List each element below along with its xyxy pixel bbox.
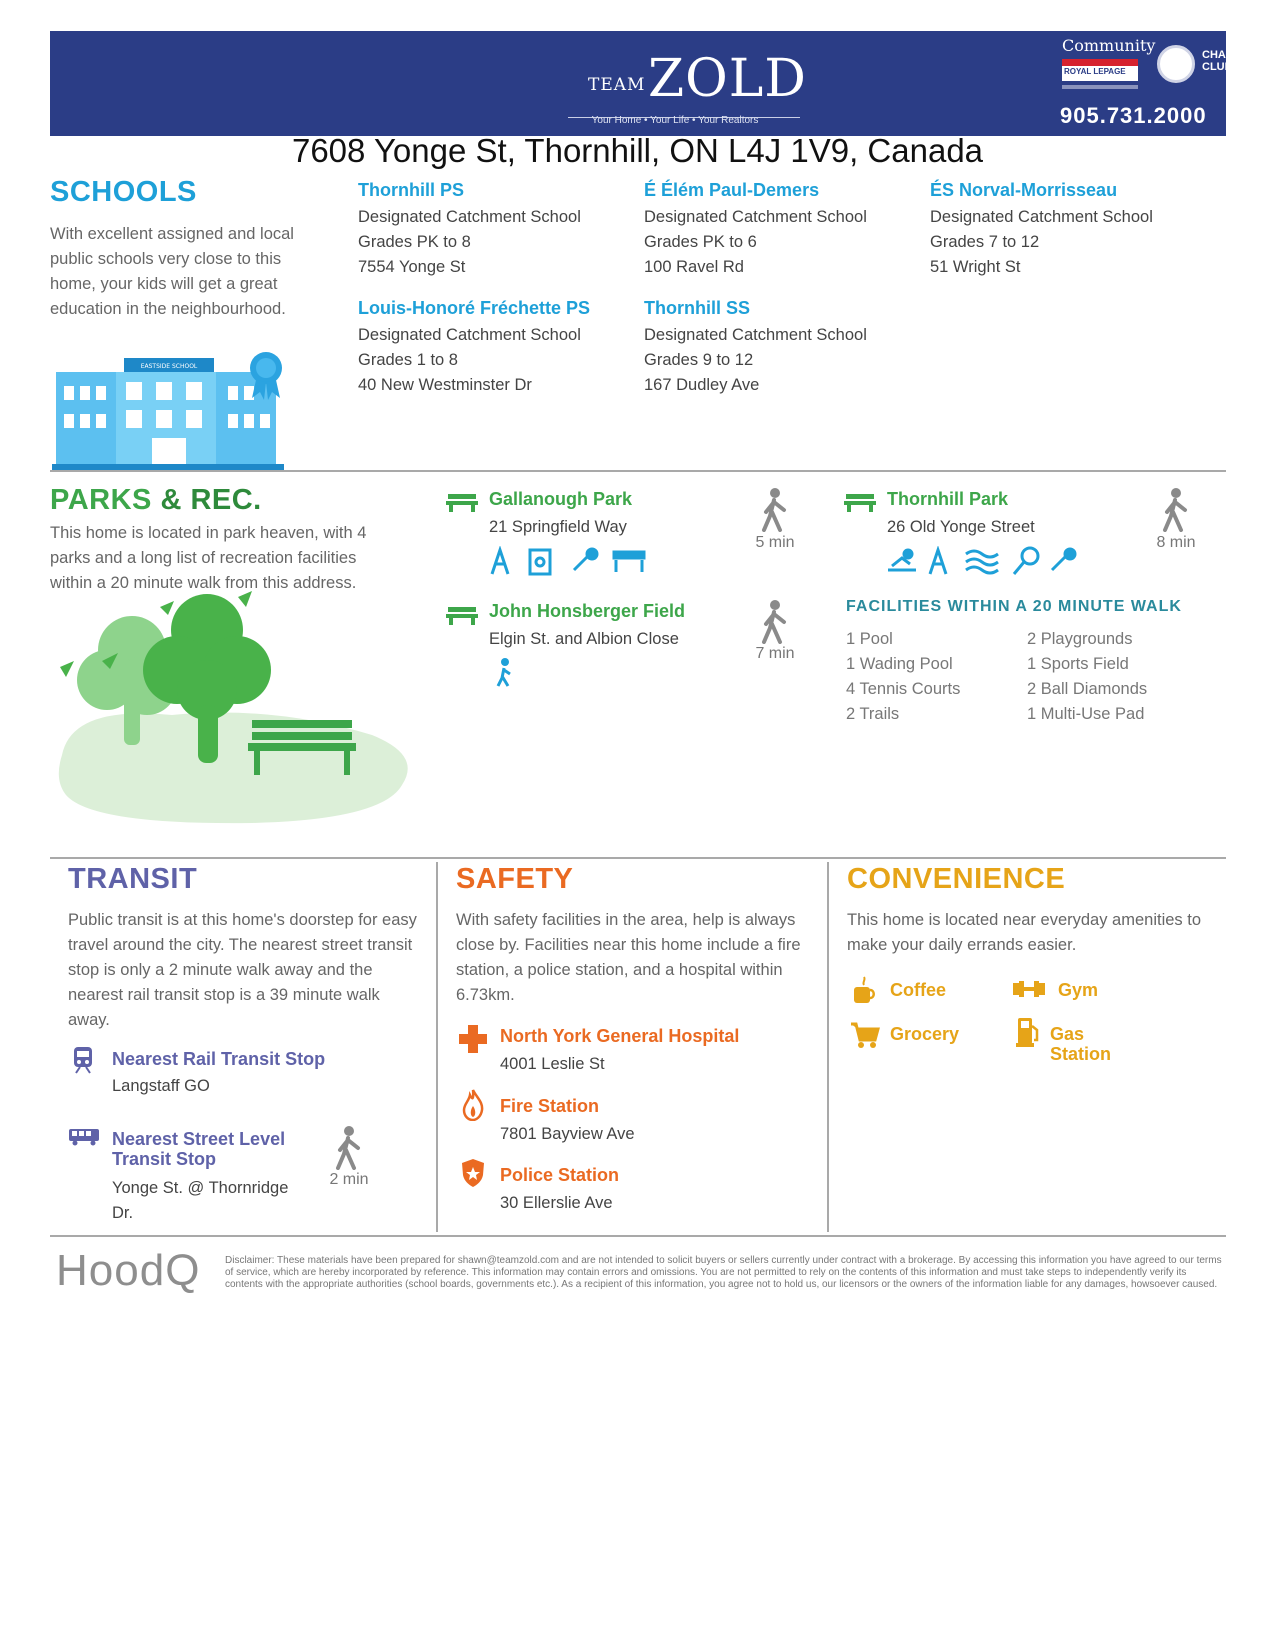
park-name[interactable]: Gallanough Park bbox=[489, 489, 633, 509]
community-logo: Community bbox=[1062, 36, 1156, 55]
school-name[interactable]: É Élém Paul-Demers bbox=[644, 180, 820, 200]
school-grades: Grades PK to 8 bbox=[358, 233, 471, 251]
school-name[interactable]: Thornhill PS bbox=[358, 180, 464, 200]
walking-person-icon bbox=[334, 1126, 364, 1170]
chairmans-club-seal-icon bbox=[1157, 45, 1195, 83]
school-address: 51 Wright St bbox=[930, 258, 1021, 276]
facility-item: 1 Wading Pool bbox=[846, 655, 953, 673]
walking-person-icon bbox=[760, 488, 790, 532]
school-type: Designated Catchment School bbox=[644, 326, 867, 344]
safety-item-address: 4001 Leslie St bbox=[500, 1055, 605, 1073]
flame-icon bbox=[462, 1089, 484, 1121]
hospital-cross-icon bbox=[458, 1024, 488, 1054]
hoodq-logo: HoodQ bbox=[56, 1246, 201, 1295]
convenience-title: CONVENIENCE bbox=[847, 863, 1066, 895]
park-bench-icon bbox=[446, 605, 478, 625]
divider-schools bbox=[50, 470, 1226, 472]
safety-item-address: 30 Ellerslie Ave bbox=[500, 1194, 613, 1212]
safety-description: With safety facilities in the area, help is always close by. Facilities near this home include a fire station, a police station, and a hospital within 6.73km. bbox=[456, 911, 801, 1004]
school-type: Designated Catchment School bbox=[644, 208, 867, 226]
facility-item: 2 Playgrounds bbox=[1027, 630, 1133, 648]
facility-item: 1 Multi-Use Pad bbox=[1027, 705, 1145, 723]
school-type: Designated Catchment School bbox=[358, 326, 581, 344]
parks-description: This home is located in park heaven, with 4 parks and a long list of recreation facilities within a 20 minute walk from this address. bbox=[50, 524, 367, 592]
divider-footer bbox=[50, 1235, 1226, 1237]
park-facility-icons bbox=[886, 546, 1096, 576]
team-zold-logo bbox=[540, 45, 810, 125]
school-address: 100 Ravel Rd bbox=[644, 258, 744, 276]
school-sign-text: EASTSIDE SCHOOL bbox=[140, 363, 198, 370]
school-grades: Grades 9 to 12 bbox=[644, 351, 754, 369]
facility-item: 4 Tennis Courts bbox=[846, 680, 961, 698]
street-transit-value: Yonge St. @ Thornridge Dr. bbox=[112, 1179, 289, 1222]
amenity-gas-station[interactable]: Gas Station bbox=[1050, 1024, 1111, 1064]
facility-item: 2 Ball Diamonds bbox=[1027, 680, 1148, 698]
grocery-cart-icon bbox=[850, 1021, 880, 1049]
walking-person-icon bbox=[1161, 488, 1191, 532]
safety-item-name[interactable]: Police Station bbox=[500, 1165, 620, 1185]
royal-lepage-subbar bbox=[1062, 85, 1138, 89]
school-name[interactable]: Louis-Honoré Fréchette PS bbox=[358, 298, 591, 318]
park-walk-time: 5 min bbox=[755, 534, 795, 551]
amenity-gym[interactable]: Gym bbox=[1058, 980, 1099, 1000]
divider-parks bbox=[50, 857, 1226, 859]
disclaimer-text: Disclaimer: These materials have been prepared for shawn@teamzold.com and are not intended to solicit buyers or sellers currently under contract with a brokerage. By accessing this information you have agreed to our terms of service, which are hereby incorporated by reference. This information may contain errors and omissions. You are not permitted to rely on the contents of this information and must take steps to independently verify its contents with the appropriate authorities (school boards, governments etc.). As a recipient of this information, you agree not to hold us, our licensors or the owners of the information liable for any damages, howsoever caused. bbox=[225, 1255, 1222, 1290]
police-badge-icon bbox=[461, 1158, 485, 1188]
facility-item: 1 Sports Field bbox=[1027, 655, 1129, 673]
gym-dumbbell-icon bbox=[1012, 980, 1046, 998]
park-illustration bbox=[52, 585, 412, 825]
schools-description: With excellent assigned and local public schools very close to this home, your kids will get a great education in the neighbourhood. bbox=[50, 225, 294, 318]
facility-item: 2 Trails bbox=[846, 705, 900, 723]
park-address: 26 Old Yonge Street bbox=[887, 518, 1035, 536]
train-icon bbox=[72, 1045, 94, 1075]
school-address: 40 New Westminster Dr bbox=[358, 376, 532, 394]
convenience-description: This home is located near everyday amenities to make your daily errands easier. bbox=[847, 911, 1202, 954]
school-card-2 bbox=[644, 180, 914, 280]
school-type: Designated Catchment School bbox=[358, 208, 581, 226]
street-transit-title[interactable]: Nearest Street Level Transit Stop bbox=[112, 1129, 286, 1169]
gas-pump-icon bbox=[1016, 1016, 1040, 1048]
park-name[interactable]: John Honsberger Field bbox=[489, 601, 686, 621]
safety-item-address: 7801 Bayview Ave bbox=[500, 1125, 635, 1143]
safety-title: SAFETY bbox=[456, 863, 574, 895]
ball-diamond-icon bbox=[574, 556, 588, 570]
amenity-grocery[interactable]: Grocery bbox=[890, 1024, 960, 1044]
header-banner bbox=[50, 31, 1272, 136]
safety-item-name[interactable]: North York General Hospital bbox=[500, 1026, 740, 1046]
amenity-coffee[interactable]: Coffee bbox=[890, 980, 947, 1000]
transit-title: TRANSIT bbox=[68, 863, 198, 895]
school-card-1 bbox=[358, 180, 628, 280]
parks-title-b: & REC. bbox=[160, 484, 262, 516]
street-transit-walk-time: 2 min bbox=[329, 1171, 369, 1188]
school-grades: Grades 1 to 8 bbox=[358, 351, 458, 369]
bus-icon bbox=[68, 1128, 100, 1146]
tagline: Your Home • Your Life • Your Realtors bbox=[591, 115, 759, 126]
school-grades: Grades PK to 6 bbox=[644, 233, 757, 251]
sports-field-icon bbox=[530, 550, 550, 574]
ball-diamond-icon bbox=[1052, 556, 1066, 570]
park-name[interactable]: Thornhill Park bbox=[887, 489, 1009, 509]
playground-icon bbox=[930, 550, 946, 574]
rail-transit-title[interactable]: Nearest Rail Transit Stop bbox=[112, 1049, 326, 1069]
park-facility-icons bbox=[488, 546, 658, 576]
sports-player-icon bbox=[494, 658, 514, 688]
rail-transit-value: Langstaff GO bbox=[112, 1077, 210, 1095]
parks-title-a: PARKS bbox=[50, 484, 152, 516]
chairmans-club-text: CHAIRMAN'S CLUB bbox=[1202, 49, 1272, 73]
divider-vertical-2 bbox=[827, 862, 829, 1232]
coffee-icon bbox=[852, 975, 876, 1005]
park-address: 21 Springfield Way bbox=[489, 518, 627, 536]
park-bench-small-icon bbox=[614, 552, 644, 558]
school-building-illustration bbox=[52, 352, 302, 472]
schools-title: SCHOOLS bbox=[50, 176, 197, 208]
school-card-3 bbox=[930, 180, 1220, 280]
transit-description: Public transit is at this home's doorstep for easy travel around the city. The nearest street transit stop is only a 2 minute walk away and the nearest rail transit stop is a 39 minute walk away. bbox=[68, 911, 417, 1029]
school-name[interactable]: Thornhill SS bbox=[644, 298, 750, 318]
school-card-5 bbox=[644, 298, 914, 398]
property-address: 7608 Yonge St, Thornhill, ON L4J 1V9, Canada bbox=[291, 132, 984, 169]
park-walk-time: 7 min bbox=[755, 645, 795, 662]
park-bench-icon bbox=[844, 492, 876, 512]
park-walk-time: 8 min bbox=[1156, 534, 1196, 551]
school-name[interactable]: ÉS Norval-Morrisseau bbox=[930, 180, 1118, 200]
facilities-title: FACILITIES WITHIN A 20 MINUTE WALK bbox=[846, 598, 1182, 615]
school-grades: Grades 7 to 12 bbox=[930, 233, 1040, 251]
facility-item: 1 Pool bbox=[846, 630, 893, 648]
logo-team-text: TEAM bbox=[588, 75, 646, 95]
school-address: 167 Dudley Ave bbox=[644, 376, 760, 394]
school-address: 7554 Yonge St bbox=[358, 258, 466, 276]
walking-person-icon bbox=[760, 600, 790, 644]
school-card-4 bbox=[358, 298, 638, 398]
school-type: Designated Catchment School bbox=[930, 208, 1153, 226]
tennis-icon bbox=[1022, 548, 1038, 564]
park-bench-icon bbox=[446, 492, 478, 512]
logo-zold-text: ZOLD bbox=[648, 49, 807, 109]
divider-vertical-1 bbox=[436, 862, 438, 1232]
wading-pool-icon bbox=[966, 551, 998, 573]
phone-number: 905.731.2000 bbox=[1060, 103, 1207, 128]
park-address: Elgin St. and Albion Close bbox=[489, 630, 679, 648]
parks-title bbox=[50, 484, 262, 517]
royal-lepage-logo: ROYAL LEPAGE bbox=[1062, 59, 1138, 81]
safety-item-name[interactable]: Fire Station bbox=[500, 1096, 600, 1116]
playground-icon bbox=[492, 550, 508, 574]
